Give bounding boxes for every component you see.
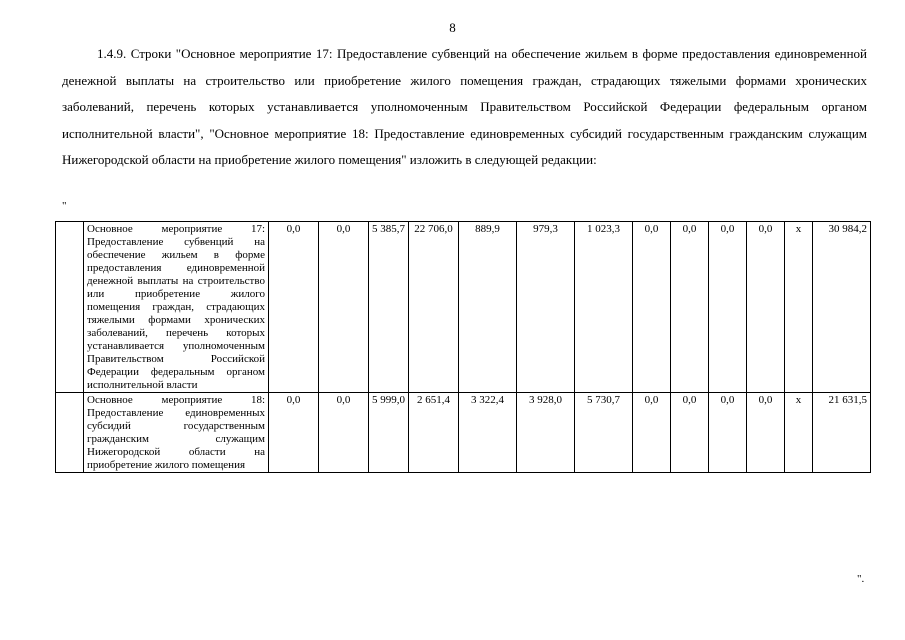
value-cell: 0,0 xyxy=(747,393,785,473)
measure-description: Основное мероприятие 17: Предоставление субвенций на обеспечение жильем в форме предоставления единовременной денежной выплаты на строительство или приобретение жилого помещения граждан, страдающих тяжелыми формами хронических заболеваний, перечень которых устанавливается уполномоченным Правительством Российской Федерации федеральным органом исполнительной власти xyxy=(84,222,269,393)
value-cell: 22 706,0 xyxy=(409,222,459,393)
total-cell: 21 631,5 xyxy=(813,393,871,473)
value-cell: х xyxy=(785,393,813,473)
value-cell: 5 999,0 xyxy=(369,393,409,473)
measures-table xyxy=(55,221,871,473)
value-cell: 0,0 xyxy=(269,393,319,473)
value-cell: 0,0 xyxy=(747,222,785,393)
measure-description: Основное мероприятие 18: Предоставление единовременных субсидий государственным гражданским служащим Нижегородской области на приобретение жилого помещения xyxy=(84,393,269,473)
blank-cell xyxy=(56,222,84,393)
opening-quote: " xyxy=(62,200,67,212)
value-cell: 979,3 xyxy=(517,222,575,393)
value-cell: 0,0 xyxy=(709,393,747,473)
value-cell: 889,9 xyxy=(459,222,517,393)
table-row xyxy=(56,222,871,393)
value-cell: 0,0 xyxy=(633,393,671,473)
value-cell: х xyxy=(785,222,813,393)
table-row xyxy=(56,393,871,473)
page-number: 8 xyxy=(449,20,456,35)
value-cell: 0,0 xyxy=(709,222,747,393)
closing-quote: ". xyxy=(857,573,865,585)
value-cell: 5 730,7 xyxy=(575,393,633,473)
value-cell: 0,0 xyxy=(319,222,369,393)
value-cell: 0,0 xyxy=(671,393,709,473)
value-cell: 1 023,3 xyxy=(575,222,633,393)
amendment-paragraph: 1.4.9. Строки "Основное мероприятие 17: Предоставление субвенций на обеспечение жильем в форме предоставления единовременной денежной выплаты на строительство или приобретение жилого помещения граждан, страдающих тяжелыми формами хронических заболеваний, перечень которых устанавливается уполномоченным Правительством Российской Федерации федеральным органом исполнительной власти", "Основное мероприятие 18: Предоставление единовременных субсидий государственным гражданским служащим Нижегородской области на приобретение жилого помещения" изложить в следующей редакции: xyxy=(62,46,867,167)
value-cell: 0,0 xyxy=(633,222,671,393)
value-cell: 3 928,0 xyxy=(517,393,575,473)
value-cell: 5 385,7 xyxy=(369,222,409,393)
value-cell: 0,0 xyxy=(269,222,319,393)
value-cell: 3 322,4 xyxy=(459,393,517,473)
total-cell: 30 984,2 xyxy=(813,222,871,393)
blank-cell xyxy=(56,393,84,473)
value-cell: 2 651,4 xyxy=(409,393,459,473)
value-cell: 0,0 xyxy=(319,393,369,473)
value-cell: 0,0 xyxy=(671,222,709,393)
